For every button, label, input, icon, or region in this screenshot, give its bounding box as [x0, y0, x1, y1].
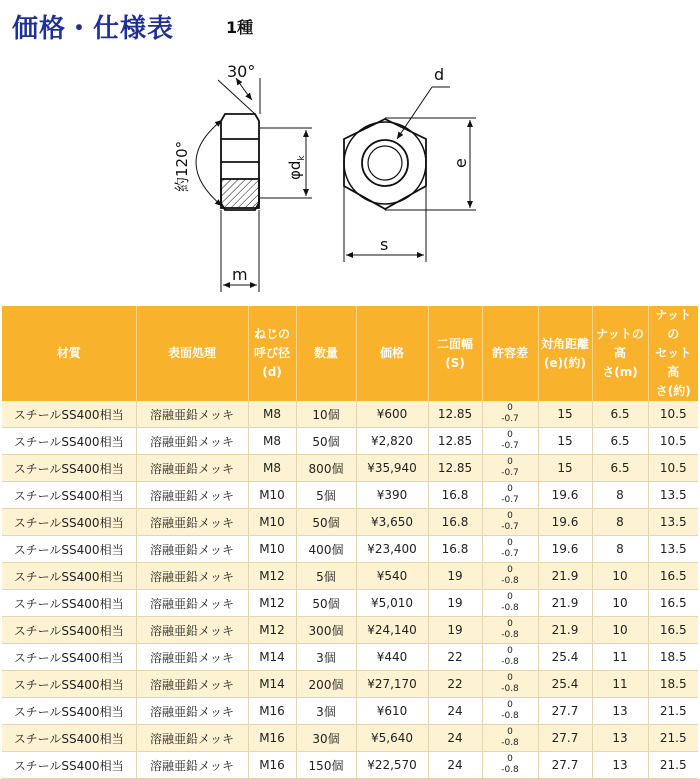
s-label: s [380, 235, 389, 254]
cell-material: スチールSS400相当 [2, 536, 136, 563]
d-label: d [434, 65, 445, 84]
tolerance-upper: 0 [507, 511, 513, 521]
cell-e: 21.9 [538, 563, 592, 590]
cell-material: スチールSS400相当 [2, 455, 136, 482]
m-label: m [232, 265, 248, 284]
cell-tolerance [482, 590, 538, 617]
cell-finish: 溶融亜鉛メッキ [136, 725, 248, 752]
cell-material: スチールSS400相当 [2, 509, 136, 536]
cell-price: ¥5,010 [356, 590, 428, 617]
cell-m: 8 [592, 509, 648, 536]
cell-material: スチールSS400相当 [2, 563, 136, 590]
table-row [2, 536, 698, 563]
cell-s: 16.8 [428, 482, 482, 509]
cell-m: 10 [592, 563, 648, 590]
cell-set-height: 21.5 [648, 752, 698, 779]
cell-e: 15 [538, 401, 592, 428]
cell-qty: 200個 [296, 671, 356, 698]
cell-price: ¥600 [356, 401, 428, 428]
table-row [2, 428, 698, 455]
cell-price: ¥390 [356, 482, 428, 509]
cell-s: 16.8 [428, 536, 482, 563]
cell-price: ¥540 [356, 563, 428, 590]
tolerance-upper: 0 [507, 727, 513, 737]
angle-120-dimension [196, 120, 222, 206]
cell-set-height: 18.5 [648, 644, 698, 671]
cell-material: スチールSS400相当 [2, 644, 136, 671]
cell-e: 21.9 [538, 590, 592, 617]
tolerance-upper: 0 [507, 457, 513, 467]
cell-s: 12.85 [428, 428, 482, 455]
tolerance-upper: 0 [507, 430, 513, 440]
cell-e: 15 [538, 455, 592, 482]
cell-e: 27.7 [538, 698, 592, 725]
cell-m: 10 [592, 617, 648, 644]
cell-finish: 溶融亜鉛メッキ [136, 563, 248, 590]
cell-m: 8 [592, 482, 648, 509]
cell-material: スチールSS400相当 [2, 401, 136, 428]
table-row [2, 698, 698, 725]
column-header: ナットの高 さ(m) [592, 306, 648, 401]
cell-price: ¥610 [356, 698, 428, 725]
cell-set-height: 18.5 [648, 671, 698, 698]
tolerance-lower: -0.8 [501, 738, 519, 748]
cell-m: 13 [592, 698, 648, 725]
table-row [2, 617, 698, 644]
tolerance-upper: 0 [507, 484, 513, 494]
tolerance-lower: -0.8 [501, 711, 519, 721]
cell-set-height: 21.5 [648, 725, 698, 752]
cell-e: 19.6 [538, 536, 592, 563]
table-row [2, 563, 698, 590]
chamfer-angle-dimension [218, 78, 260, 114]
cell-set-height: 21.5 [648, 698, 698, 725]
table-row [2, 671, 698, 698]
e-label: e [451, 158, 470, 168]
cell-set-height: 16.5 [648, 617, 698, 644]
cell-e: 27.7 [538, 752, 592, 779]
cell-set-height: 13.5 [648, 482, 698, 509]
cell-finish: 溶融亜鉛メッキ [136, 401, 248, 428]
cell-tolerance [482, 536, 538, 563]
cell-m: 8 [592, 536, 648, 563]
table-row [2, 725, 698, 752]
nut-top-view [344, 119, 426, 209]
tolerance-lower: -0.7 [501, 549, 519, 559]
table-row [2, 752, 698, 779]
cell-m: 6.5 [592, 428, 648, 455]
cell-s: 12.85 [428, 401, 482, 428]
cell-s: 22 [428, 671, 482, 698]
cell-m: 11 [592, 671, 648, 698]
cell-material: スチールSS400相当 [2, 428, 136, 455]
column-header: 数量 [296, 306, 356, 401]
cell-size: M14 [248, 671, 296, 698]
spec-table [2, 306, 698, 779]
cell-size: M16 [248, 752, 296, 779]
cell-finish: 溶融亜鉛メッキ [136, 698, 248, 725]
cell-material: スチールSS400相当 [2, 482, 136, 509]
cell-e: 21.9 [538, 617, 592, 644]
cell-qty: 50個 [296, 509, 356, 536]
table-row [2, 482, 698, 509]
cell-qty: 30個 [296, 725, 356, 752]
cell-material: スチールSS400相当 [2, 752, 136, 779]
cell-qty: 3個 [296, 698, 356, 725]
cell-material: スチールSS400相当 [2, 617, 136, 644]
cell-tolerance [482, 509, 538, 536]
table-row [2, 455, 698, 482]
cell-s: 22 [428, 644, 482, 671]
cell-tolerance [482, 752, 538, 779]
tolerance-upper: 0 [507, 619, 513, 629]
table-header-row [2, 306, 698, 401]
angle-30-label: 30° [227, 62, 256, 81]
tolerance-lower: -0.7 [501, 441, 519, 451]
page-title: 価格・仕様表 [12, 14, 175, 44]
cell-tolerance [482, 698, 538, 725]
cell-m: 6.5 [592, 401, 648, 428]
cell-e: 25.4 [538, 644, 592, 671]
cell-material: スチールSS400相当 [2, 725, 136, 752]
cell-qty: 800個 [296, 455, 356, 482]
cell-size: M8 [248, 401, 296, 428]
cell-e: 15 [538, 428, 592, 455]
cell-price: ¥23,400 [356, 536, 428, 563]
column-header: 材質 [2, 306, 136, 401]
cell-material: スチールSS400相当 [2, 671, 136, 698]
cell-e: 19.6 [538, 482, 592, 509]
tolerance-upper: 0 [507, 646, 513, 656]
cell-price: ¥3,650 [356, 509, 428, 536]
tolerance-lower: -0.8 [501, 765, 519, 775]
hex-nut-drawing [0, 48, 700, 298]
tolerance-lower: -0.7 [501, 414, 519, 424]
cell-qty: 150個 [296, 752, 356, 779]
column-header: 表面処理 [136, 306, 248, 401]
tolerance-lower: -0.7 [501, 522, 519, 532]
tolerance-lower: -0.8 [501, 603, 519, 613]
cell-set-height: 16.5 [648, 590, 698, 617]
cell-s: 19 [428, 563, 482, 590]
cell-finish: 溶融亜鉛メッキ [136, 455, 248, 482]
tolerance-lower: -0.8 [501, 576, 519, 586]
cell-m: 10 [592, 590, 648, 617]
cell-size: M8 [248, 428, 296, 455]
cell-qty: 5個 [296, 563, 356, 590]
cell-finish: 溶融亜鉛メッキ [136, 590, 248, 617]
cell-price: ¥35,940 [356, 455, 428, 482]
cell-set-height: 13.5 [648, 509, 698, 536]
cell-price: ¥5,640 [356, 725, 428, 752]
cell-tolerance [482, 563, 538, 590]
cell-finish: 溶融亜鉛メッキ [136, 482, 248, 509]
tolerance-lower: -0.8 [501, 657, 519, 667]
cell-tolerance [482, 644, 538, 671]
column-header: 許容差 [482, 306, 538, 401]
cell-size: M10 [248, 536, 296, 563]
cell-qty: 10個 [296, 401, 356, 428]
tolerance-upper: 0 [507, 538, 513, 548]
cell-tolerance [482, 401, 538, 428]
cell-size: M16 [248, 725, 296, 752]
cell-size: M16 [248, 698, 296, 725]
table-row [2, 590, 698, 617]
cell-tolerance [482, 455, 538, 482]
column-header: ナットの セット高 さ(約) [648, 306, 698, 401]
cell-qty: 50個 [296, 428, 356, 455]
cell-qty: 5個 [296, 482, 356, 509]
cell-set-height: 10.5 [648, 455, 698, 482]
cell-price: ¥440 [356, 644, 428, 671]
cell-e: 27.7 [538, 725, 592, 752]
cell-qty: 3個 [296, 644, 356, 671]
cell-size: M10 [248, 509, 296, 536]
cell-set-height: 13.5 [648, 536, 698, 563]
cell-set-height: 16.5 [648, 563, 698, 590]
cell-m: 6.5 [592, 455, 648, 482]
cell-material: スチールSS400相当 [2, 590, 136, 617]
cell-size: M8 [248, 455, 296, 482]
cell-price: ¥24,140 [356, 617, 428, 644]
cell-set-height: 10.5 [648, 428, 698, 455]
cell-finish: 溶融亜鉛メッキ [136, 752, 248, 779]
cell-s: 19 [428, 590, 482, 617]
column-header: 対角距離 (e)(約) [538, 306, 592, 401]
cell-m: 11 [592, 644, 648, 671]
cell-finish: 溶融亜鉛メッキ [136, 536, 248, 563]
tolerance-upper: 0 [507, 592, 513, 602]
cell-tolerance [482, 428, 538, 455]
phi-dk-label: $\varphi d_k$ [286, 155, 307, 180]
cell-finish: 溶融亜鉛メッキ [136, 509, 248, 536]
column-header: 二面幅 (S) [428, 306, 482, 401]
cell-tolerance [482, 482, 538, 509]
column-header: ねじの 呼び径 (d) [248, 306, 296, 401]
cell-s: 19 [428, 617, 482, 644]
tolerance-upper: 0 [507, 754, 513, 764]
cell-size: M12 [248, 617, 296, 644]
cell-s: 24 [428, 698, 482, 725]
cell-qty: 300個 [296, 617, 356, 644]
tolerance-upper: 0 [507, 673, 513, 683]
table-row [2, 644, 698, 671]
column-header: 価格 [356, 306, 428, 401]
angle-120-label: 約120° [173, 140, 191, 192]
cell-m: 13 [592, 752, 648, 779]
cell-m: 13 [592, 725, 648, 752]
cell-s: 16.8 [428, 509, 482, 536]
cell-tolerance [482, 671, 538, 698]
tolerance-lower: -0.8 [501, 630, 519, 640]
cell-finish: 溶融亜鉛メッキ [136, 671, 248, 698]
cell-price: ¥2,820 [356, 428, 428, 455]
nut-side-view [221, 114, 259, 210]
tolerance-lower: -0.7 [501, 468, 519, 478]
tolerance-lower: -0.7 [501, 495, 519, 505]
cell-s: 12.85 [428, 455, 482, 482]
cell-s: 24 [428, 725, 482, 752]
cell-size: M12 [248, 590, 296, 617]
cell-e: 19.6 [538, 509, 592, 536]
cell-finish: 溶融亜鉛メッキ [136, 617, 248, 644]
cell-tolerance [482, 617, 538, 644]
cell-size: M12 [248, 563, 296, 590]
cell-finish: 溶融亜鉛メッキ [136, 644, 248, 671]
cell-material: スチールSS400相当 [2, 698, 136, 725]
cell-size: M10 [248, 482, 296, 509]
cell-finish: 溶融亜鉛メッキ [136, 428, 248, 455]
tolerance-upper: 0 [507, 565, 513, 575]
cell-s: 24 [428, 752, 482, 779]
tolerance-upper: 0 [507, 700, 513, 710]
table-row [2, 401, 698, 428]
cell-tolerance [482, 725, 538, 752]
cell-qty: 50個 [296, 590, 356, 617]
tolerance-upper: 0 [507, 403, 513, 413]
cell-size: M14 [248, 644, 296, 671]
table-body [2, 401, 698, 779]
cell-e: 25.4 [538, 671, 592, 698]
cell-price: ¥22,570 [356, 752, 428, 779]
tolerance-lower: -0.8 [501, 684, 519, 694]
cell-set-height: 10.5 [648, 401, 698, 428]
cell-qty: 400個 [296, 536, 356, 563]
table-row [2, 509, 698, 536]
page-subtitle: 1種 [226, 18, 254, 37]
cell-price: ¥27,170 [356, 671, 428, 698]
